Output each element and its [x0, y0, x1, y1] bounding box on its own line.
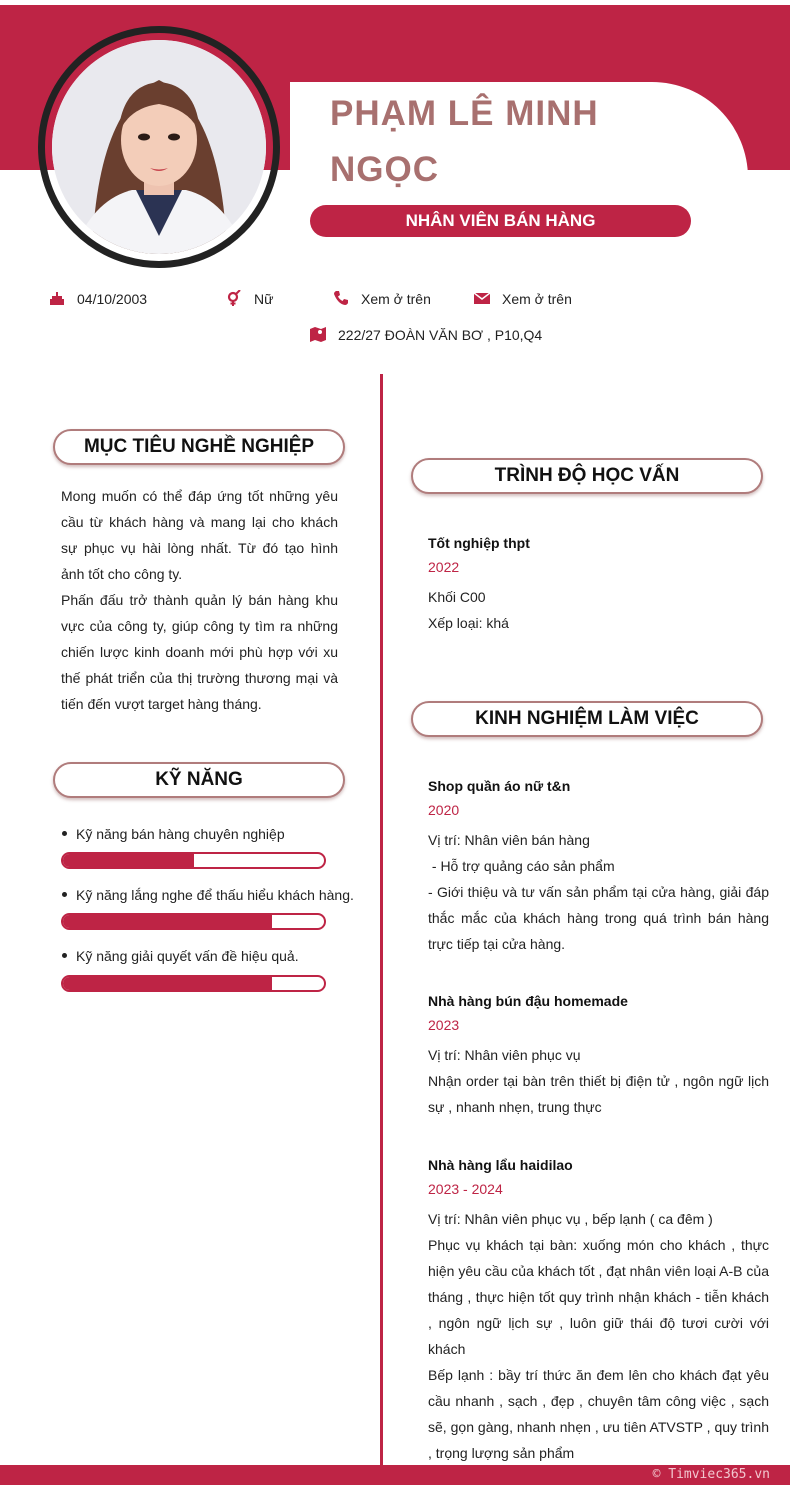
experience-year-3: 2023 - 2024 — [428, 1181, 503, 1197]
address-text: 222/27 ĐOÀN VĂN BƠ , P10,Q4 — [338, 327, 543, 343]
skill-name: Kỹ năng bán hàng chuyên nghiệp — [76, 826, 285, 842]
education-details — [428, 584, 769, 636]
experience-heading: KINH NGHIỆM LÀM VIỆC — [411, 701, 763, 737]
skill-bar-1 — [61, 852, 326, 869]
gender-icon — [226, 290, 244, 308]
skill-name: Kỹ năng lắng nghe để thấu hiểu khách hàng. — [76, 887, 354, 903]
profile-photo — [52, 40, 266, 254]
skills-heading: KỸ NĂNG — [53, 762, 345, 798]
email-icon — [474, 290, 492, 308]
experience-details-3 — [428, 1206, 769, 1466]
objective-paragraph-2: Phấn đấu trở thành quản lý bán hàng khu vực của công ty, giúp công ty tìm ra những chiến lược kinh doanh mới phù hợp với xu thế phát triển của thị trường thương mại và tiến đến vượt target hàng tháng. — [61, 592, 338, 712]
phone-icon — [333, 290, 351, 308]
education-line: Khối C00 — [428, 589, 486, 605]
skill-name: Kỹ năng giải quyết vấn đề hiệu quả. — [76, 948, 299, 964]
avatar-frame-gap — [20, 205, 50, 235]
map-icon — [310, 326, 328, 344]
experience-line: - Hỗ trợ quảng cáo sản phẩm — [428, 858, 615, 874]
candidate-name — [330, 86, 730, 198]
name-line-2: NGỌC — [330, 150, 439, 189]
birthday-cake-icon — [49, 290, 67, 308]
name-line-1: PHẠM LÊ MINH — [330, 94, 599, 133]
gender-text: Nữ — [254, 291, 274, 307]
skill-bar-fill — [63, 915, 272, 928]
experience-line: Vị trí: Nhân viên phục vụ — [428, 1047, 581, 1063]
experience-line: Phục vụ khách tại bàn: xuống món cho khách , thực hiện yêu cầu của khách tốt , đạt nhân viên loại A-B của tháng , thực hiện tốt quy trình nhận khách - tiễn khách , ngôn ngữ lịch sự , luôn giữ thái độ tươi cười với khách — [428, 1237, 769, 1357]
objective-heading: MỤC TIÊU NGHỀ NGHIỆP — [53, 429, 345, 465]
objective-text — [61, 483, 338, 717]
footer-watermark: © Timviec365.vn — [652, 1467, 770, 1482]
experience-year-2: 2023 — [428, 1017, 460, 1033]
experience-year-1: 2020 — [428, 802, 460, 818]
skill-bar-fill — [63, 854, 194, 867]
education-title: Tốt nghiệp thpt — [428, 535, 530, 551]
avatar — [52, 40, 266, 254]
experience-line: Vị trí: Nhân viên phục vụ , bếp lạnh ( ca đêm ) — [428, 1211, 713, 1227]
skill-label-2 — [62, 886, 354, 904]
experience-title-2: Nhà hàng bún đậu homemade — [428, 993, 628, 1009]
experience-line: Bếp lạnh : bầy trí thức ăn đem lên cho khách đạt yêu cầu nhanh , sạch , đẹp , chuyên tâm công việc , sạch sẽ, gọn gàng, nhanh nhẹn , ưu tiên ATVSTP , quy trình , trọng lượng sản phẩm — [428, 1367, 769, 1461]
skill-label-1 — [62, 825, 285, 843]
skill-label-3 — [62, 947, 299, 965]
skill-bar-fill — [63, 977, 272, 990]
job-title-badge: NHÂN VIÊN BÁN HÀNG — [310, 205, 691, 237]
education-year: 2022 — [428, 559, 460, 575]
experience-line: Vị trí: Nhân viên bán hàng — [428, 832, 590, 848]
skill-bar-3 — [61, 975, 326, 992]
experience-title-3: Nhà hàng lẩu haidilao — [428, 1157, 573, 1173]
experience-title-1: Shop quần áo nữ t&n — [428, 778, 571, 794]
birthday-text: 04/10/2003 — [77, 291, 148, 307]
email-text: Xem ở trên — [502, 291, 572, 307]
phone-text: Xem ở trên — [361, 291, 431, 307]
footer-band — [0, 1465, 790, 1485]
experience-details-1 — [428, 827, 769, 957]
skill-bar-2 — [61, 913, 326, 930]
experience-line: Nhận order tại bàn trên thiết bị điện tử , ngôn ngữ lịch sự , nhanh nhẹn, trung thực — [428, 1073, 769, 1115]
objective-paragraph-1: Mong muốn có thể đáp ứng tốt những yêu cầu từ khách hàng và mang lại cho khách sự phục vụ hài lòng nhất. Từ đó tạo hình ảnh tốt cho công ty. — [61, 488, 338, 582]
column-divider — [380, 374, 383, 1465]
experience-details-2 — [428, 1042, 769, 1120]
experience-line: - Giới thiệu và tư vấn sản phẩm tại cửa hàng, giải đáp thắc mắc của khách hàng trong quá trình bán hàng trực tiếp tại cửa hàng. — [428, 884, 769, 952]
education-heading: TRÌNH ĐỘ HỌC VẤN — [411, 458, 763, 494]
education-line: Xếp loại: khá — [428, 615, 509, 631]
